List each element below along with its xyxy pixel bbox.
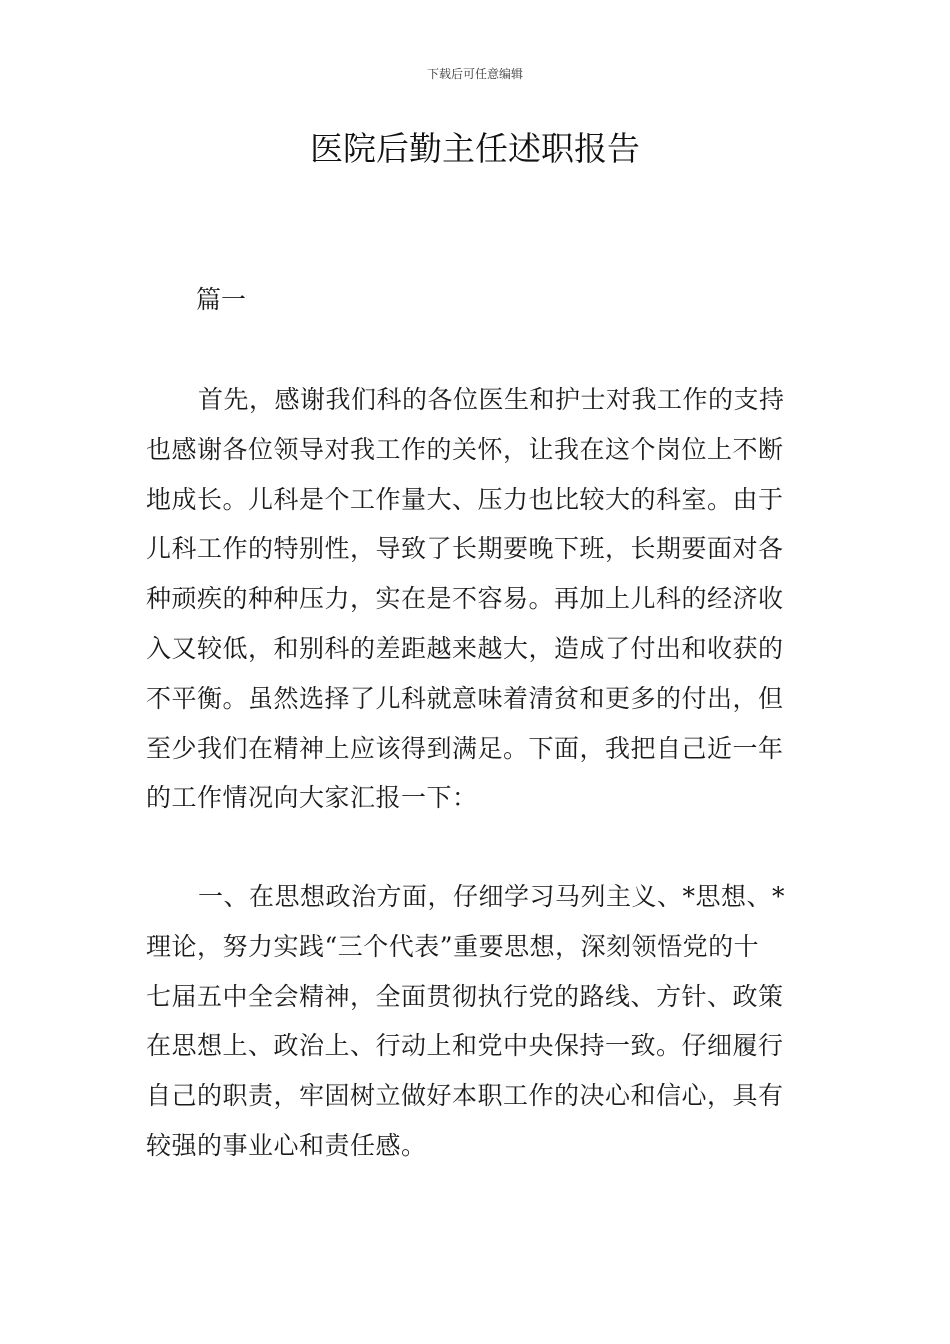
paragraph-line: 儿科工作的特别性，导致了长期要晚下班，长期要面对各 — [146, 534, 784, 564]
paragraph-line: 一、在思想政治方面，仔细学习马列主义、*思想、* — [198, 882, 786, 911]
paragraph-line: 理论，努力实践“三个代表”重要思想，深刻领悟党的十 — [146, 931, 760, 961]
paragraph-line: 不平衡。虽然选择了儿科就意味着清贫和更多的付出，但 — [146, 683, 784, 713]
paragraph-line: 七届五中全会精神，全面贯彻执行党的路线、方针、政策 — [146, 981, 784, 1011]
paragraph-line: 也感谢各位领导对我工作的关怀，让我在这个岗位上不断 — [146, 434, 784, 464]
paragraph-line: 首先，感谢我们科的各位医生和护士对我工作的支持 — [198, 385, 785, 414]
paragraph-line: 至少我们在精神上应该得到满足。下面，我把自己近一年 — [146, 733, 784, 763]
paragraph-line: 的工作情况向大家汇报一下： — [146, 783, 478, 813]
section-label: 篇一 — [196, 285, 247, 314]
paragraph-line: 地成长。儿科是个工作量大、压力也比较大的科室。由于 — [146, 484, 784, 514]
document-title: 医院后勤主任述职报告 — [310, 129, 640, 168]
page-header-note: 下载后可任意编辑 — [426, 67, 523, 81]
paragraph-line: 较强的事业心和责任感。 — [146, 1130, 427, 1160]
paragraph-line: 自己的职责，牢固树立做好本职工作的决心和信心，具有 — [146, 1081, 784, 1111]
paragraph-acknowledgement — [146, 375, 810, 823]
paragraph-line: 在思想上、政治上、行动上和党中央保持一致。仔细履行 — [146, 1031, 784, 1061]
paragraph-political-ideology — [146, 872, 810, 1171]
paragraph-line: 种顽疾的种种压力，实在是不容易。再加上儿科的经济收 — [146, 584, 784, 614]
paragraph-line: 入又较低，和别科的差距越来越大，造成了付出和收获的 — [146, 633, 784, 663]
